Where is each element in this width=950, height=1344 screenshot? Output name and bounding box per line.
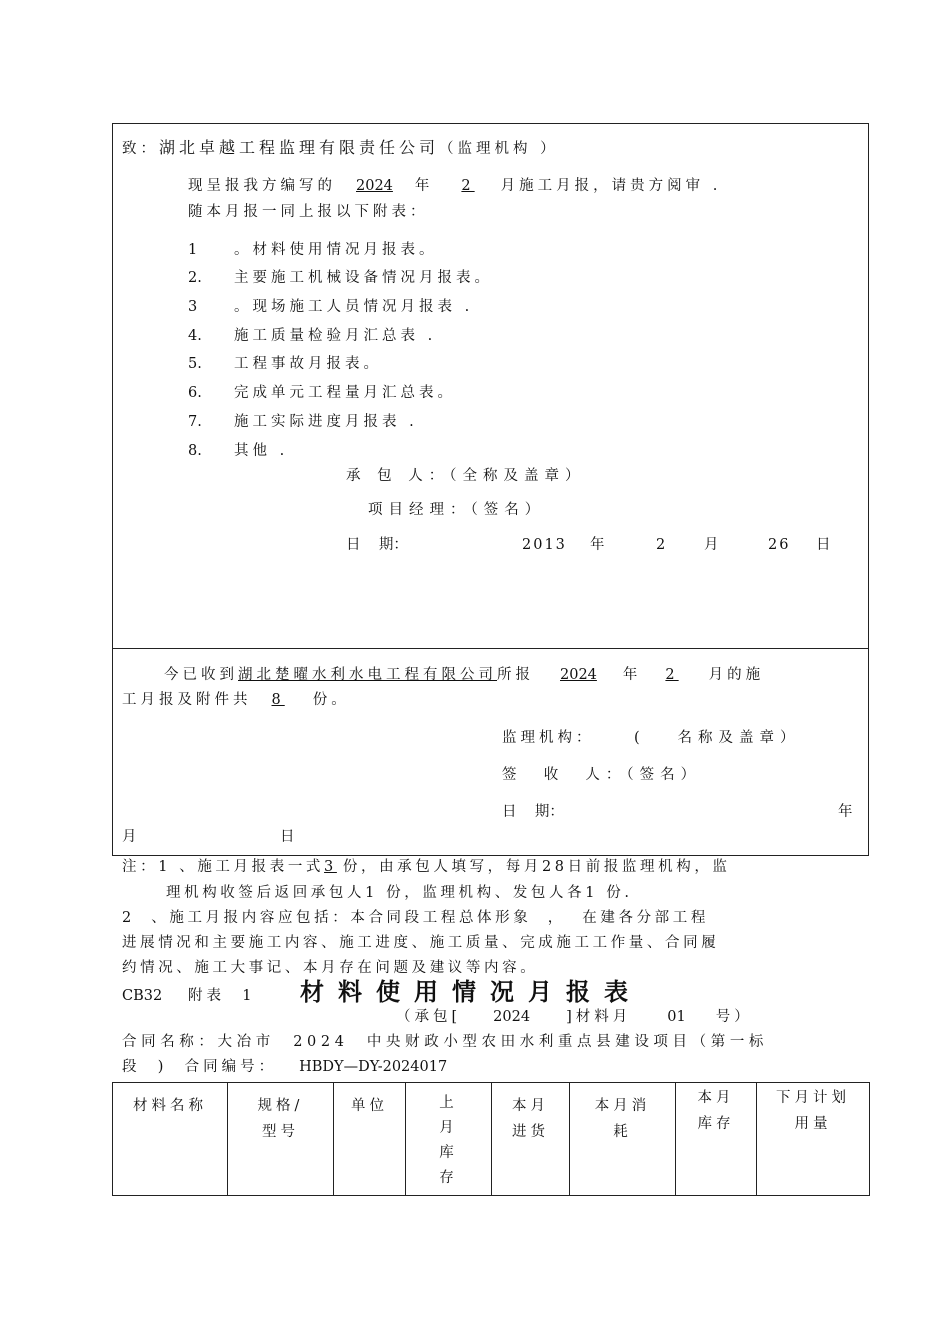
contract-number-line (122, 1057, 447, 1077)
receipt-company: 湖北楚曜水利水电工程有限公司 (238, 667, 497, 683)
header-line: 库 (439, 1145, 458, 1161)
submit-line-suffix: 月施工月报，请贵方阅审 . (500, 178, 722, 194)
attachment-number: 1 (188, 242, 198, 258)
attachment-number: 5. (188, 356, 202, 372)
receipt-year-unit: 年 (622, 667, 642, 683)
receipt-line2 (122, 690, 350, 710)
header-next-month-plan (757, 1083, 870, 1196)
header-month-purchase (492, 1083, 570, 1196)
header-material-name (113, 1083, 228, 1196)
receipt-month: 2 (665, 667, 679, 683)
attachment-number: 8. (188, 443, 202, 459)
attachment-text: 。现场施工人员情况月报表 . (234, 299, 474, 315)
agency-label: 监理机构： (502, 730, 595, 746)
header-unit (334, 1083, 406, 1196)
subtitle-year: 2024 (493, 1009, 531, 1025)
materials-table (112, 1082, 870, 1196)
attachment-count: 8 (271, 692, 285, 708)
year-unit: 年 (414, 178, 434, 194)
header-line: 本月 (512, 1098, 549, 1114)
note-prefix: 注：1 、施工月报表一式 (122, 859, 325, 875)
report-year: 2024 (356, 178, 393, 194)
header-line: 本月消 (594, 1098, 651, 1114)
attachment-number: 4. (188, 328, 202, 344)
subtitle-mid: ]材料月 (566, 1009, 632, 1025)
addressee-line (122, 138, 559, 159)
signer-label: 签 收 人：（签名） (502, 767, 702, 783)
letter-date-month: 2 (656, 537, 668, 553)
attachments-intro: 随本月报一同上报以下附表： (188, 204, 429, 220)
receipt-day-char: 日 (280, 829, 299, 845)
addressee-prefix: 致： (122, 141, 159, 157)
agency-signature-row (502, 728, 800, 748)
attachment-item (188, 441, 288, 461)
header-line: 规格/ (257, 1098, 304, 1114)
attachment-text: 施工实际进度月报表 . (234, 414, 418, 430)
header-month-stock (676, 1083, 757, 1196)
subtitle-prefix: （承包[ (396, 1009, 462, 1025)
letter-date-day-unit: 日 (816, 537, 833, 553)
form-title: 材料使用情况月报表 (300, 977, 642, 1006)
manager-signature-label: 项目经理：（签名） (368, 502, 546, 518)
letter-date-label: 日 期： (346, 537, 408, 553)
contractor-signature-label: 承 包 人：（全称及盖章） (346, 468, 586, 484)
attachment-item (188, 297, 473, 317)
receipt-line1 (164, 665, 764, 685)
form-subtitle (396, 1007, 753, 1027)
header-line: 用量 (794, 1116, 832, 1132)
letter-date-year-unit: 年 (590, 537, 607, 553)
header-last-month-stock (406, 1083, 492, 1196)
header-line: 下月计划 (776, 1090, 850, 1106)
submit-line-prefix: 现呈报我方编写的 (188, 178, 336, 194)
attachment-number: 6. (188, 385, 202, 401)
attachment-item (188, 354, 382, 374)
header-month-consumption (570, 1083, 676, 1196)
header-line: 耗 (613, 1124, 632, 1140)
report-month: 2 (461, 178, 475, 194)
receipt-prefix: 今已收到 (164, 667, 238, 683)
form-attach-label: 附表 1 (188, 988, 256, 1004)
header-line: 进货 (512, 1124, 549, 1140)
header-line: 存 (439, 1170, 458, 1186)
attachment-text: 施工质量检验月汇总表 . (234, 328, 437, 344)
note-line3: 2 、施工月报内容应包括：本合同段工程总体形象 ， 在建各分部工程 (122, 910, 709, 926)
receipt-mid: 所报 (497, 667, 534, 683)
attachment-item (188, 326, 436, 346)
receipt-date-label: 日 期： (502, 804, 564, 820)
note-copies: 3 (324, 859, 337, 875)
receipt-year-char: 年 (838, 804, 857, 820)
letter-date-year: 2013 (522, 537, 567, 553)
agency-value: ( 名称及盖章） (634, 730, 801, 746)
header-line: 型号 (262, 1124, 299, 1140)
header-line: 材料名称 (133, 1098, 207, 1114)
receipt-year: 2024 (560, 667, 597, 683)
submit-line (188, 176, 721, 196)
header-spec-model (228, 1083, 334, 1196)
attachment-text: 主要施工机械设备情况月报表。 (234, 270, 493, 286)
header-line: 库存 (697, 1116, 735, 1132)
attachment-text: 。材料使用情况月报表。 (234, 242, 438, 258)
receipt-month-tail: 月的施 (708, 667, 765, 683)
header-line: 单位 (351, 1098, 388, 1114)
subtitle-number: 01 (667, 1009, 686, 1025)
note-line1-tail: 份，由承包人填写，每月28日前报监理机构，监 (342, 859, 731, 875)
header-line: 月 (439, 1120, 458, 1136)
attachment-text: 其他 . (234, 443, 289, 459)
note-line2: 理机构收签后返回承包人1 份，监理机构、发包人各1 份. (166, 885, 633, 901)
contract-number: HBDY—DY-2024017 (299, 1059, 448, 1075)
receipt-line2-prefix: 工月报及附件共 (122, 692, 252, 708)
attachment-number: 2. (188, 270, 202, 286)
attachment-text: 工程事故月报表。 (234, 356, 382, 372)
letter-date-month-unit: 月 (704, 537, 721, 553)
receipt-month-char: 月 (122, 829, 141, 845)
subtitle-suffix: 号） (715, 1009, 753, 1025)
count-unit: 份。 (312, 692, 350, 708)
letter-date-day: 26 (768, 537, 791, 553)
attachment-number: 3 (188, 299, 198, 315)
header-line: 本月 (697, 1090, 735, 1106)
table-header-row (113, 1083, 870, 1196)
note-line5: 约情况、施工大事记、本月存在问题及建议等内容。 (122, 960, 539, 976)
form-code: CB32 (122, 988, 163, 1004)
attachment-item (188, 268, 493, 288)
addressee-name: 湖北卓越工程监理有限责任公司 (159, 138, 440, 157)
note-line1 (122, 857, 731, 877)
header-line: 上 (439, 1095, 458, 1111)
addressee-suffix: （监理机构 ） (439, 141, 559, 157)
letter-date-row (346, 535, 833, 555)
contract-number-label: 段 ) 合同编号： (122, 1059, 278, 1075)
note-line4: 进展情况和主要施工内容、施工进度、施工质量、完成施工工作量、合同履 (122, 935, 720, 951)
attachment-item (188, 383, 456, 403)
attachment-item (188, 240, 438, 260)
attachment-number: 7. (188, 414, 202, 430)
attachment-text: 完成单元工程量月汇总表。 (234, 385, 456, 401)
contract-name-line: 合同名称：大冶市 2024 中央财政小型农田水利重点县建设项目（第一标 (122, 1034, 769, 1050)
attachment-item (188, 412, 418, 432)
